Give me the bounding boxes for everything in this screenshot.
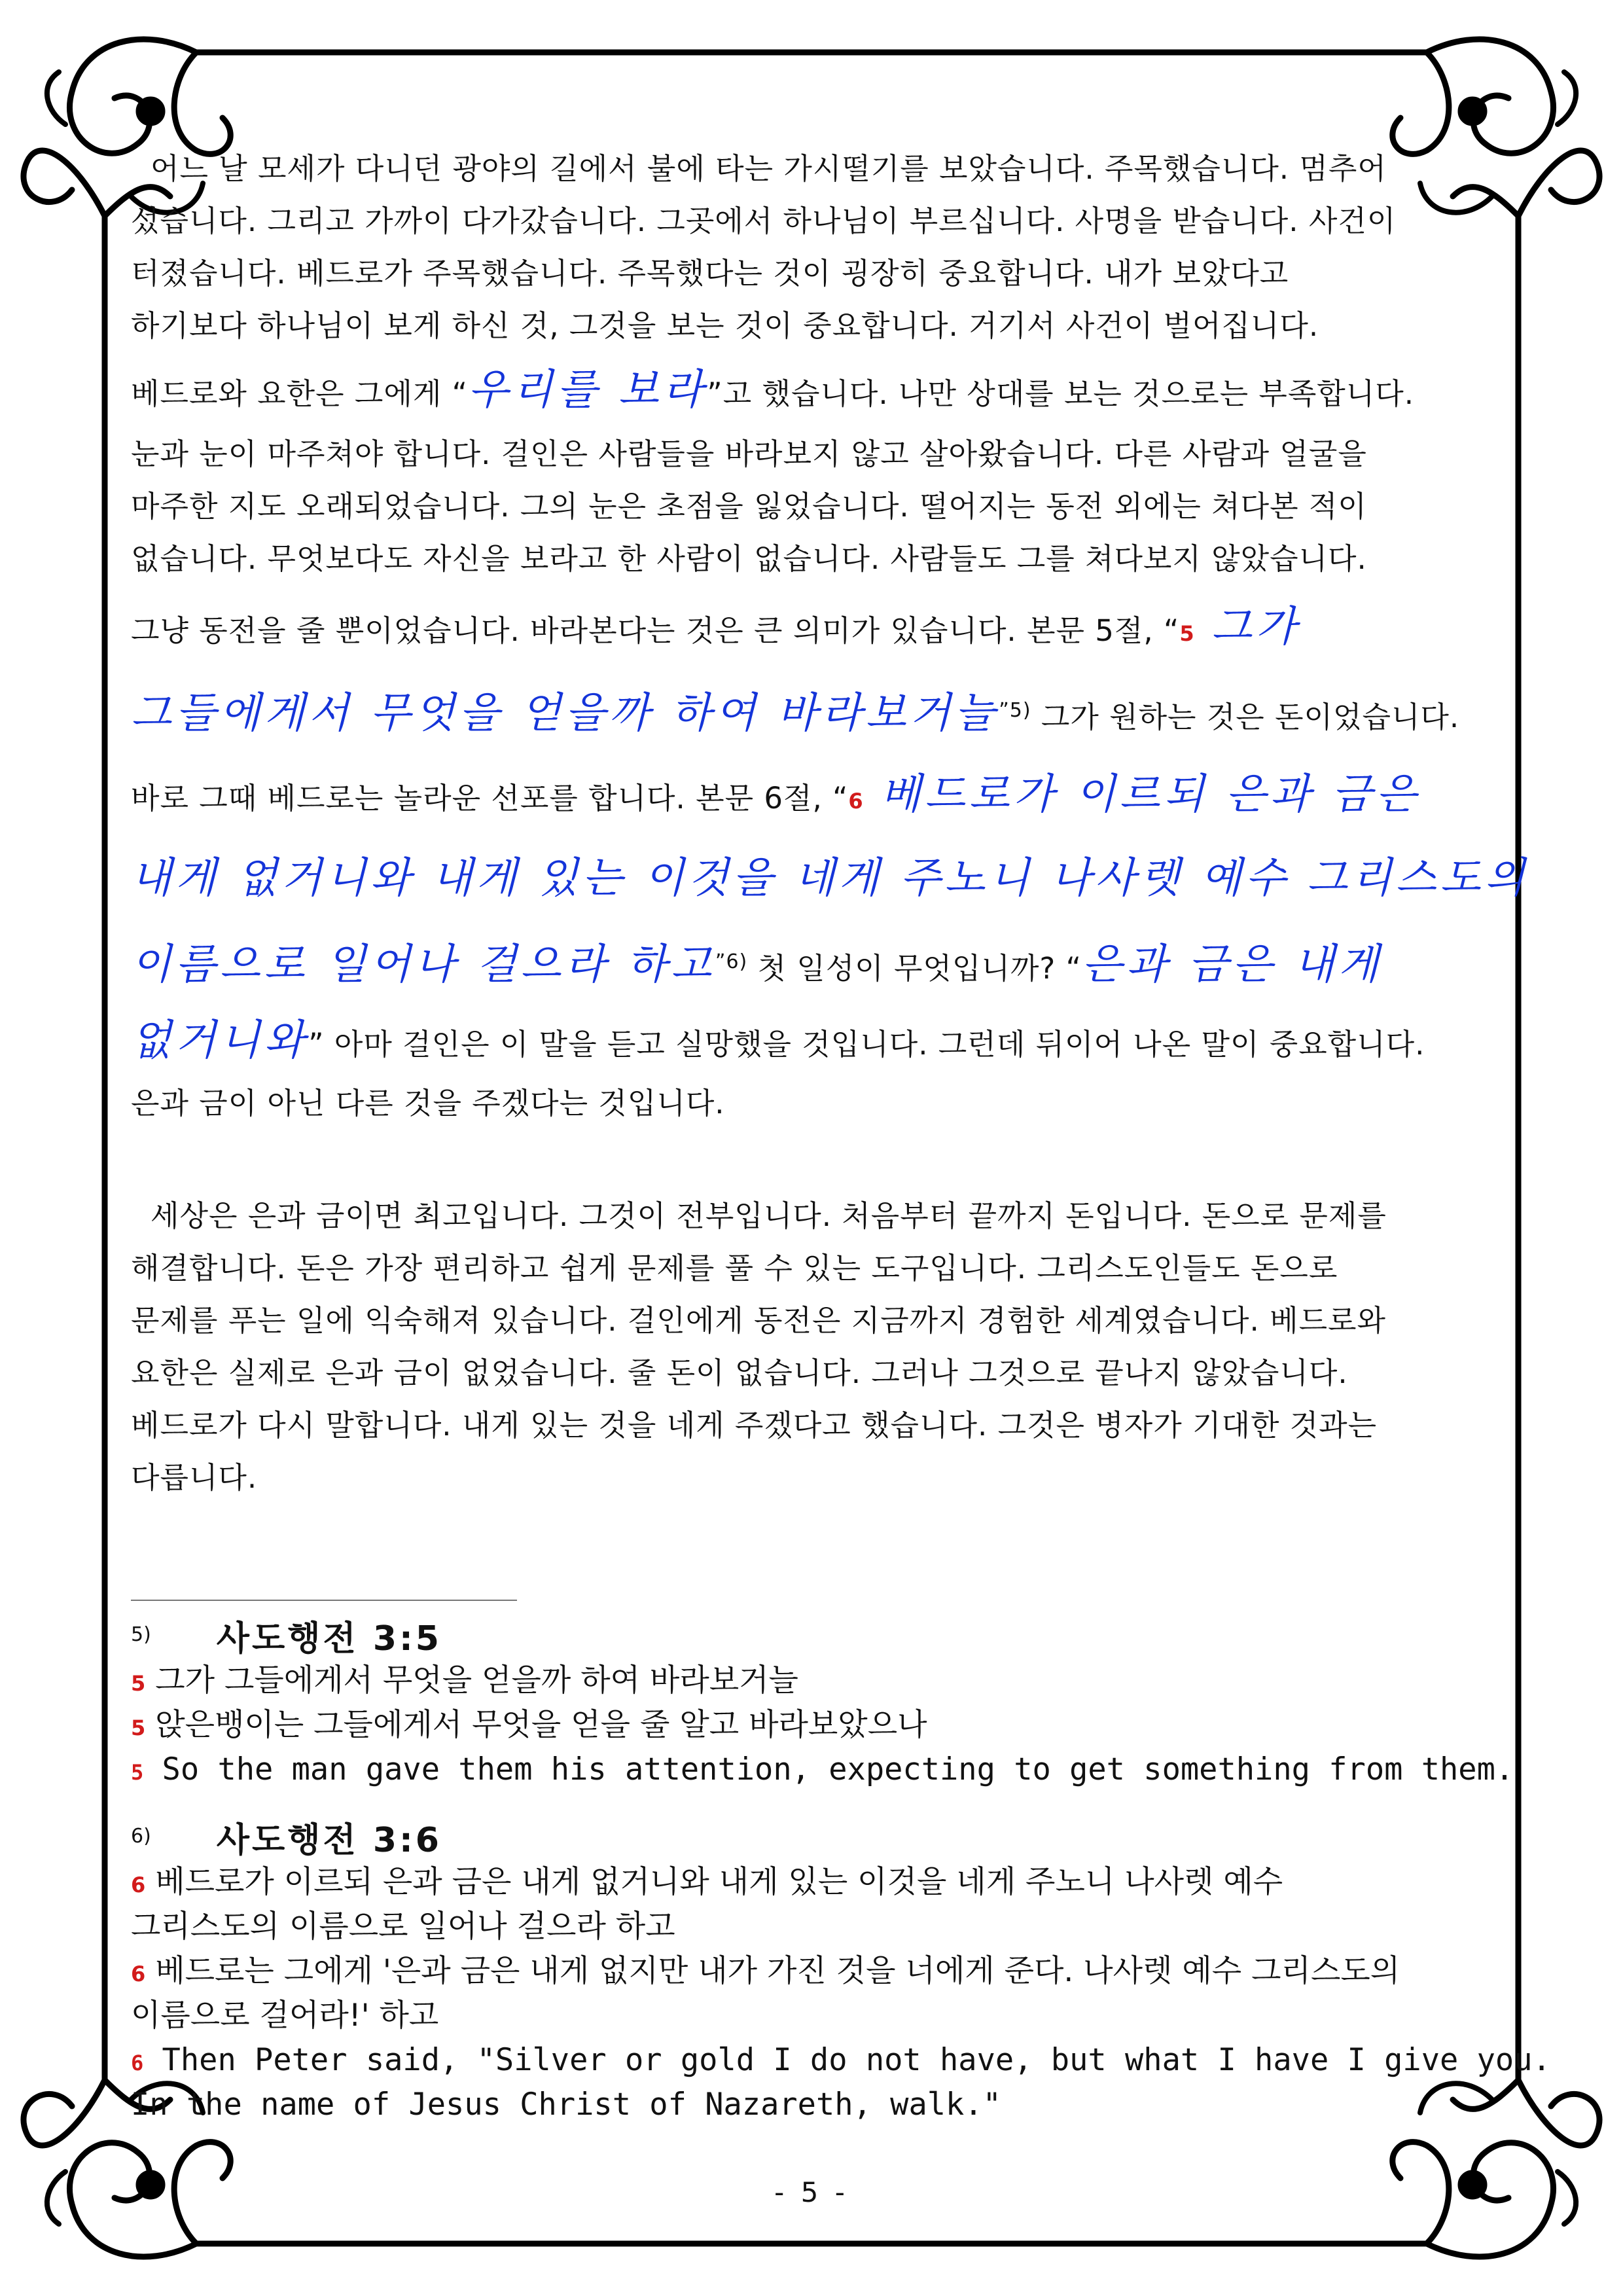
text-line: 해결합니다. 돈은 가장 편리하고 쉽게 문제를 풀 수 있는 도구입니다. 그리스도인들도 돈으로 [131, 1251, 1338, 1285]
scripture-highlight: 그들에게서 무엇을 얻을까 하여 바라보거늘 [131, 689, 999, 738]
text-line: 그들에게서 무엇을 얻을까 하여 바라보거늘$^{”5)}$ 그가 원하는 것은 돈이었습니다. [131, 689, 1460, 738]
scripture-highlight: 그가 [1194, 603, 1300, 651]
footnote-6 [131, 1812, 1551, 2128]
footnote-line: 5 그가 그들에게서 무엇을 얻을까 하여 바라보거늘 [131, 1662, 798, 1698]
footnote-divider [131, 1600, 517, 1601]
footnote-line: 6 베드로가 이르되 은과 금은 내게 없거니와 내게 있는 이것을 네게 주노니 나사렛 예수 [131, 1864, 1283, 1900]
body-text [131, 143, 1529, 1504]
text-line [131, 836, 1529, 920]
text-line: 하기보다 하나님이 보게 하신 것, 그것을 보는 것이 중요합니다. 거기서 사건이 벌어집니다. [131, 308, 1319, 343]
footnote-ref: ”5) [999, 699, 1031, 722]
verse-number: 6 [848, 789, 863, 814]
footnote-ref: ”6) [715, 950, 748, 973]
text-line: 바로 그때 베드로는 놀라운 선포를 합니다. 본문 6절, “6 베드로가 이르되 은과 금은 [131, 770, 1421, 819]
footnote-mark: 5) [131, 1623, 151, 1646]
footnote-title: 사도행전 3:6 [216, 1821, 442, 1860]
paragraph-1 [131, 143, 1529, 1130]
text-line: 베드로가 다시 말합니다. 내게 있는 것을 네게 주겠다고 했습니다. 그것은 병자가 기대한 것과는 [131, 1408, 1378, 1443]
footnote-mark: 6) [131, 1825, 151, 1848]
text-line: 요한은 실제로 은과 금이 없었습니다. 줄 돈이 없습니다. 그러나 그것으로 끝나지 않았습니다. [131, 1355, 1348, 1390]
text-line: 눈과 눈이 마주쳐야 합니다. 걸인은 사람들을 바라보지 않고 살아왔습니다. 다른 사람과 얼굴을 [131, 437, 1367, 471]
footnote-heading [131, 1610, 1492, 1660]
paragraph-2 [131, 1190, 1492, 1504]
scripture-highlight: 이름으로 일어나 걸으라 하고 [131, 941, 715, 989]
text-line: 이름으로 일어나 걸으라 하고$^{”6)}$ 첫 일성이 무엇입니까? “은과 금은 내게 [131, 941, 1383, 989]
footnote-title: 사도행전 3:5 [216, 1619, 442, 1659]
text-line: 없거니와” 아마 걸인은 이 말을 듣고 실망했을 것입니다. 그런데 뒤이어 나온 말이 중요합니다. [131, 1016, 1425, 1065]
footnote-line: 5 앉은뱅이는 그들에게서 무엇을 얻을 줄 알고 바라보았으나 [131, 1707, 927, 1743]
footnote-line: 이름으로 걸어라!' 하고 [131, 1998, 439, 2034]
scripture-highlight: 은과 금은 내게 [1081, 941, 1383, 989]
text-line: 없습니다. 무엇보다도 자신을 보라고 한 사람이 없습니다. 사람들도 그를 쳐다보지 않았습니다. [131, 541, 1367, 576]
footnote-line: 6 Then Peter said, "Silver or gold I do not have, but what I have I give you. [131, 2042, 1551, 2078]
verse-number: 5 [1179, 621, 1194, 646]
text-line: 베드로와 요한은 그에게 “우리를 보라”고 했습니다. 나만 상대를 보는 것으로는 부족합니다. [131, 366, 1415, 414]
scripture-highlight: 없거니와 [131, 1016, 309, 1065]
footnote-line: 5 So the man gave them his attention, expecting to get something from them. [131, 1751, 1514, 1787]
text-line: 다릅니다. [131, 1460, 258, 1495]
footnote-heading [131, 1812, 1492, 1861]
scripture-highlight: 우리를 보라 [467, 366, 707, 414]
footnote-5 [131, 1610, 1514, 1793]
scripture-highlight: 내게 없거니와 내게 있는 이것을 네게 주노니 나사렛 예수 그리스도의 [131, 854, 1529, 903]
footnote-line: In the name of Jesus Christ of Nazareth, walk." [131, 2087, 1001, 2123]
text-line: 터졌습니다. 베드로가 주목했습니다. 주목했다는 것이 굉장히 중요합니다. 내가 보았다고 [131, 256, 1289, 291]
text-line: 은과 금이 아닌 다른 것을 주겠다는 것입니다. [131, 1086, 725, 1121]
text-line: 그냥 동전을 줄 뿐이었습니다. 바라본다는 것은 큰 의미가 있습니다. 본문 5절, “5 그가 [131, 603, 1300, 651]
page-number: - 5 - [774, 2176, 849, 2208]
text-line: 마주한 지도 오래되었습니다. 그의 눈은 초점을 잃었습니다. 떨어지는 동전 외에는 쳐다본 적이 [131, 489, 1367, 524]
text-line: 세상은 은과 금이면 최고입니다. 그것이 전부입니다. 처음부터 끝까지 돈입니다. 돈으로 문제를 [151, 1198, 1387, 1233]
footnote-line: 6 베드로는 그에게 '은과 금은 내게 없지만 내가 가진 것을 너에게 준다. 나사렛 예수 그리스도의 [131, 1953, 1400, 1989]
text-line: 어느 날 모세가 다니던 광야의 길에서 불에 타는 가시떨기를 보았습니다. 주목했습니다. 멈추어 [151, 151, 1387, 186]
text-line: 섰습니다. 그리고 가까이 다가갔습니다. 그곳에서 하나님이 부르십니다. 사명을 받습니다. 사건이 [131, 204, 1397, 238]
text-line: 문제를 푸는 일에 익숙해져 있습니다. 걸인에게 동전은 지금까지 경험한 세계였습니다. 베드로와 [131, 1303, 1386, 1338]
scripture-highlight: 베드로가 이르되 은과 금은 [863, 770, 1421, 819]
footnote-line: 그리스도의 이름으로 일어나 걸으라 하고 [131, 1909, 675, 1945]
